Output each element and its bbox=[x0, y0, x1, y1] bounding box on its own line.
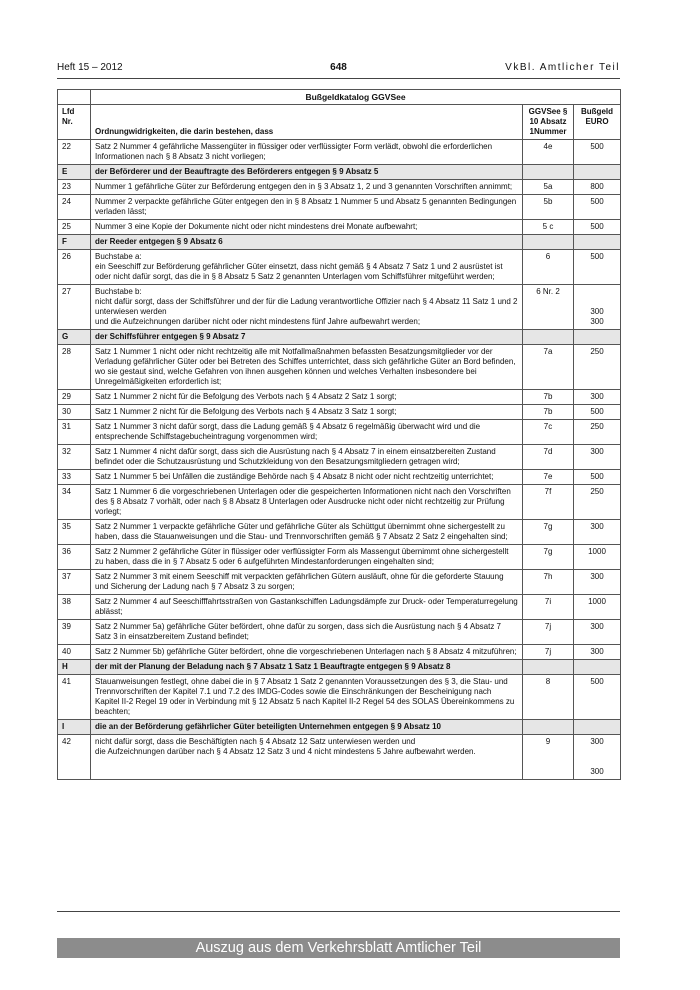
paragraph-code bbox=[523, 660, 574, 675]
publication-name: VkBl. Amtlicher Teil bbox=[505, 62, 620, 73]
row-number: 30 bbox=[58, 405, 91, 420]
fine-amount bbox=[574, 595, 621, 620]
section-row bbox=[58, 165, 621, 180]
description-line: der Reeder entgegen § 9 Absatz 6 bbox=[95, 237, 223, 246]
amount-line: 300 bbox=[590, 572, 604, 581]
section-row bbox=[58, 235, 621, 250]
fine-amount bbox=[574, 140, 621, 165]
fine-amount bbox=[574, 485, 621, 520]
section-row bbox=[58, 720, 621, 735]
description-line: Satz 1 Nummer 6 die vorgeschriebenen Unterlagen oder die gespeicherten Informationen nicht nach den Vorschriften des § 8 Absatz 7 vorhält, oder nach § 8 Absatz 8 Unterlagen oder Ausdrucke nicht oder nicht rechtzeitig zur Prüfung vorlegt; bbox=[95, 487, 511, 516]
fine-amount bbox=[574, 620, 621, 645]
row-description bbox=[91, 345, 523, 390]
description-line: Satz 1 Nummer 1 nicht oder nicht rechtzeitig alle mit Notfallmaßnahmen befassten Besatzungsmitglieder vor der Verladung gefährlicher Güter oder bei Betreten des Schiffes unterrichtet, dass sich gefährliche Güter an Bord befinden, wo sie gestaut sind, welche Gefahren von ihnen ausgehen können und welches Verhalten insbesondere bei Unregelmäßigkeiten erforderlich ist; bbox=[95, 347, 516, 386]
description-line: nicht dafür sorgt, dass der Schiffsführer und der für die Ladung verantwortliche Offizier nach § 4 Absatz 11 Satz 1 und 2 unterwiesen werden bbox=[95, 297, 518, 316]
row-number: 38 bbox=[58, 595, 91, 620]
description-line: Satz 1 Nummer 5 bei Unfällen die zuständige Behörde nach § 4 Absatz 8 nicht oder nicht rechtzeitig unterrichtet; bbox=[95, 472, 494, 481]
fine-amount bbox=[574, 420, 621, 445]
paragraph-code bbox=[523, 235, 574, 250]
row-description bbox=[91, 390, 523, 405]
paragraph-code: 5b bbox=[523, 195, 574, 220]
issue-number: Heft 15 – 2012 bbox=[57, 62, 123, 73]
paragraph-code: 7j bbox=[523, 645, 574, 660]
fine-amount bbox=[574, 220, 621, 235]
amount-line: 300 bbox=[590, 767, 604, 776]
row-number: 27 bbox=[58, 285, 91, 330]
amount-line: 1000 bbox=[588, 597, 606, 606]
row-number: 25 bbox=[58, 220, 91, 235]
amount-line: 300 bbox=[590, 317, 604, 326]
table-row bbox=[58, 545, 621, 570]
row-description bbox=[91, 285, 523, 330]
row-description bbox=[91, 140, 523, 165]
fine-amount bbox=[574, 735, 621, 780]
amount-line: 500 bbox=[590, 222, 604, 231]
column-header-lfd: Lfd Nr. bbox=[58, 105, 91, 140]
description-line: Satz 2 Nummer 2 gefährliche Güter in flüssiger oder verflüssigter Form als Massengut übernimmt ohne sichergestellt zu haben, dass die in § 7 Absatz 5 oder 6 aufgeführten Mindestanforderungen eingehalten sind; bbox=[95, 547, 509, 566]
row-number: 22 bbox=[58, 140, 91, 165]
row-description bbox=[91, 675, 523, 720]
fine-amount bbox=[574, 165, 621, 180]
row-number: E bbox=[58, 165, 91, 180]
row-number: 41 bbox=[58, 675, 91, 720]
fine-amount bbox=[574, 390, 621, 405]
row-description bbox=[91, 195, 523, 220]
table-row bbox=[58, 195, 621, 220]
row-number: G bbox=[58, 330, 91, 345]
empty-title-cell bbox=[58, 90, 91, 105]
paragraph-code: 8 bbox=[523, 675, 574, 720]
row-number: 39 bbox=[58, 620, 91, 645]
row-number: 40 bbox=[58, 645, 91, 660]
description-line: Satz 1 Nummer 2 nicht für die Befolgung des Verbots nach § 4 Absatz 3 Satz 1 sorgt; bbox=[95, 407, 397, 416]
column-header-code: GGVSee § 10 Absatz 1Nummer bbox=[523, 105, 574, 140]
table-row bbox=[58, 405, 621, 420]
amount-line: 300 bbox=[590, 392, 604, 401]
row-description bbox=[91, 645, 523, 660]
description-line: Buchstabe b: bbox=[95, 287, 142, 296]
description-line: ein Seeschiff zur Beförderung gefährlicher Güter einsetzt, dass nicht gemäß § 4 Absatz 7 Satz 1 und 2 ausrüstet ist oder nicht dafür sorgt, das die in § 8 Absatz 5 Satz 2 genannten Unterlagen vom Schiffsführer mitgeführt werden; bbox=[95, 262, 503, 281]
description-line: der mit der Planung der Beladung nach § 7 Absatz 1 Satz 1 Beauftragte entgegen § 9 Absatz 8 bbox=[95, 662, 451, 671]
row-number: 37 bbox=[58, 570, 91, 595]
fine-amount bbox=[574, 545, 621, 570]
amount-line bbox=[578, 297, 616, 307]
table-row bbox=[58, 595, 621, 620]
fine-catalog-table bbox=[57, 89, 621, 780]
column-header-text: Ordnungwidrigkeiten, die darin bestehen, dass bbox=[91, 105, 523, 140]
paragraph-code bbox=[523, 165, 574, 180]
fine-amount bbox=[574, 520, 621, 545]
row-description bbox=[91, 520, 523, 545]
row-description bbox=[91, 660, 523, 675]
row-description bbox=[91, 470, 523, 485]
row-description bbox=[91, 545, 523, 570]
row-description bbox=[91, 235, 523, 250]
paragraph-code: 7h bbox=[523, 570, 574, 595]
paragraph-code bbox=[523, 330, 574, 345]
fine-amount bbox=[574, 570, 621, 595]
row-description bbox=[91, 720, 523, 735]
table-row bbox=[58, 445, 621, 470]
row-description bbox=[91, 330, 523, 345]
table-body bbox=[58, 140, 621, 780]
row-number: 29 bbox=[58, 390, 91, 405]
amount-line: 500 bbox=[590, 252, 604, 261]
fine-amount bbox=[574, 675, 621, 720]
description-line: Satz 2 Nummer 5b) gefährliche Güter befördert, ohne die vorgeschriebenen Unterlagen nach § 8 Absatz 4 mitzuführen; bbox=[95, 647, 517, 656]
paragraph-code: 7e bbox=[523, 470, 574, 485]
fine-amount bbox=[574, 405, 621, 420]
paragraph-code: 7i bbox=[523, 595, 574, 620]
amount-line: 800 bbox=[590, 182, 604, 191]
row-number: H bbox=[58, 660, 91, 675]
row-description bbox=[91, 445, 523, 470]
paragraph-code: 7c bbox=[523, 420, 574, 445]
fine-amount bbox=[574, 445, 621, 470]
amount-line: 250 bbox=[590, 347, 604, 356]
paragraph-code: 5a bbox=[523, 180, 574, 195]
description-line: Nummer 1 gefährliche Güter zur Beförderung entgegen den in § 3 Absatz 1, 2 und 3 genannten Vorschriften annimmt; bbox=[95, 182, 513, 191]
description-line: der Schiffsführer entgegen § 9 Absatz 7 bbox=[95, 332, 246, 341]
table-row bbox=[58, 390, 621, 405]
table-title: Bußgeldkatalog GGVSee bbox=[91, 90, 621, 105]
amount-line: 500 bbox=[590, 142, 604, 151]
description-line: Satz 2 Nummer 5a) gefährliche Güter befördert, ohne dafür zu sorgen, dass sich die Ausrüstung nach § 4 Absatz 7 Satz 3 in einsatzbereitem Zustand befindet; bbox=[95, 622, 502, 641]
description-line: und die Aufzeichnungen darüber nicht oder nicht mindestens fünf Jahre aufbewahrt werden; bbox=[95, 317, 421, 326]
fine-amount bbox=[574, 250, 621, 285]
amount-line: 1000 bbox=[588, 547, 606, 556]
amount-line: 300 bbox=[590, 307, 604, 316]
row-description bbox=[91, 570, 523, 595]
row-description bbox=[91, 165, 523, 180]
row-description bbox=[91, 735, 523, 780]
description-line: Nummer 2 verpackte gefährliche Güter entgegen den in § 8 Absatz 1 Nummer 5 und Absatz 5 genannten Bedingungen verladen lässt; bbox=[95, 197, 517, 216]
description-line: Buchstabe a: bbox=[95, 252, 142, 261]
description-line: Satz 1 Nummer 2 nicht für die Befolgung des Verbots nach § 4 Absatz 2 Satz 1 sorgt; bbox=[95, 392, 397, 401]
amount-line: 300 bbox=[590, 622, 604, 631]
description-line: Satz 2 Nummer 4 auf Seeschifffahrtsstraßen von Gastankschiffen Ladungsdämpfe zur Druck- oder Temperaturregelung ablässt; bbox=[95, 597, 518, 616]
amount-line: 250 bbox=[590, 487, 604, 496]
header-divider bbox=[57, 78, 620, 79]
table-row bbox=[58, 520, 621, 545]
row-number: 34 bbox=[58, 485, 91, 520]
fine-amount bbox=[574, 195, 621, 220]
row-number: F bbox=[58, 235, 91, 250]
table-row bbox=[58, 420, 621, 445]
description-line: Stauanweisungen festlegt, ohne dabei die in § 7 Absatz 1 Satz 2 genannten Voraussetzungen des § 3, die Stau- und Trennvorschriften der Kapitel 7.1 und 7.2 des IMDG-Codes sowie die Einschränkungen der Bescheinigung nach Kapitel II-2 Regel 19 oder in Verbindung mit § 12 Absatz 5 nach Kapitel II-2 Regel 54 des SOLAS Übereinkommens zu beachten; bbox=[95, 677, 515, 716]
paragraph-code: 7j bbox=[523, 620, 574, 645]
amount-line: 250 bbox=[590, 422, 604, 431]
table-row bbox=[58, 180, 621, 195]
page-header bbox=[57, 62, 620, 76]
amount-line: 300 bbox=[590, 647, 604, 656]
amount-line bbox=[578, 757, 616, 767]
description-line: nicht dafür sorgt, dass die Beschäftigten nach § 4 Absatz 12 Satz unterwiesen werden und bbox=[95, 737, 416, 746]
paragraph-code: 7b bbox=[523, 390, 574, 405]
row-description bbox=[91, 220, 523, 235]
table-row bbox=[58, 285, 621, 330]
paragraph-code: 9 bbox=[523, 735, 574, 780]
description-line: Nummer 3 eine Kopie der Dokumente nicht oder nicht mindestens drei Monate aufbewahrt; bbox=[95, 222, 418, 231]
fine-amount bbox=[574, 180, 621, 195]
paragraph-code: 5 c bbox=[523, 220, 574, 235]
fine-amount bbox=[574, 720, 621, 735]
paragraph-code: 7b bbox=[523, 405, 574, 420]
row-number: 23 bbox=[58, 180, 91, 195]
table-row bbox=[58, 220, 621, 235]
paragraph-code: 7g bbox=[523, 520, 574, 545]
row-number: 36 bbox=[58, 545, 91, 570]
row-number: 26 bbox=[58, 250, 91, 285]
description-line: Satz 2 Nummer 3 mit einem Seeschiff mit verpackten gefährlichen Gütern ausläuft, ohne für die geforderte Stauung und Sicherung der Ladung nach § 7 Absatz 3 zu sorgen; bbox=[95, 572, 504, 591]
row-description bbox=[91, 405, 523, 420]
amount-line: 500 bbox=[590, 197, 604, 206]
row-description bbox=[91, 250, 523, 285]
row-description bbox=[91, 485, 523, 520]
section-row bbox=[58, 660, 621, 675]
row-number: I bbox=[58, 720, 91, 735]
amount-line: 500 bbox=[590, 677, 604, 686]
fine-amount bbox=[574, 645, 621, 660]
amount-line: 500 bbox=[590, 407, 604, 416]
amount-line: 300 bbox=[590, 522, 604, 531]
row-number: 35 bbox=[58, 520, 91, 545]
table-row bbox=[58, 250, 621, 285]
fine-amount bbox=[574, 285, 621, 330]
row-description bbox=[91, 620, 523, 645]
paragraph-code bbox=[523, 720, 574, 735]
row-description bbox=[91, 595, 523, 620]
description-line: die an der Beförderung gefährlicher Güter beteiligten Unternehmen entgegen § 9 Absatz 10 bbox=[95, 722, 441, 731]
paragraph-code: 6 Nr. 2 bbox=[523, 285, 574, 330]
table-row bbox=[58, 470, 621, 485]
description-line: Satz 1 Nummer 3 nicht dafür sorgt, dass die Ladung gemäß § 4 Absatz 6 regelmäßig überwacht wird und die entsprechende Schiffstagebucheintragung vorgenommen wird; bbox=[95, 422, 481, 441]
fine-amount bbox=[574, 470, 621, 485]
row-number: 28 bbox=[58, 345, 91, 390]
row-description bbox=[91, 180, 523, 195]
fine-amount bbox=[574, 330, 621, 345]
fine-amount bbox=[574, 235, 621, 250]
table-row bbox=[58, 735, 621, 780]
paragraph-code: 6 bbox=[523, 250, 574, 285]
description-line: Satz 2 Nummer 4 gefährliche Massengüter in flüssiger oder verflüssigter Form verlädt, obwohl die erforderlichen Informationen nach § 8 Absatz 3 nicht vorliegen; bbox=[95, 142, 493, 161]
paragraph-code: 4e bbox=[523, 140, 574, 165]
description-line: Satz 2 Nummer 1 verpackte gefährliche Güter und gefährliche Güter als Schüttgut übernimmt ohne sichergestellt zu haben, dass die Stauanweisungen und die Stau- und Trennvorschriften gemäß § 7 Absatz 2 Satz 2 eingehalten sind; bbox=[95, 522, 508, 541]
page-number: 648 bbox=[330, 62, 347, 73]
row-description bbox=[91, 420, 523, 445]
amount-line: 300 bbox=[590, 447, 604, 456]
table-row bbox=[58, 345, 621, 390]
column-header-amount: Bußgeld EURO bbox=[574, 105, 621, 140]
table-row bbox=[58, 570, 621, 595]
amount-line: 500 bbox=[590, 472, 604, 481]
footer-banner: Auszug aus dem Verkehrsblatt Amtlicher Teil bbox=[57, 938, 620, 958]
amount-line bbox=[578, 747, 616, 757]
table-row bbox=[58, 140, 621, 165]
paragraph-code: 7g bbox=[523, 545, 574, 570]
paragraph-code: 7f bbox=[523, 485, 574, 520]
description-line: die Aufzeichnungen darüber nach § 4 Absatz 12 Satz 3 und 4 nicht mindestens 5 Jahre aufbewahrt werden. bbox=[95, 747, 476, 756]
row-number: 24 bbox=[58, 195, 91, 220]
amount-line: 300 bbox=[590, 737, 604, 746]
table-row bbox=[58, 485, 621, 520]
fine-amount bbox=[574, 345, 621, 390]
paragraph-code: 7a bbox=[523, 345, 574, 390]
row-number: 32 bbox=[58, 445, 91, 470]
table-row bbox=[58, 620, 621, 645]
footer-divider bbox=[57, 911, 620, 912]
table-row bbox=[58, 645, 621, 660]
row-number: 31 bbox=[58, 420, 91, 445]
row-number: 42 bbox=[58, 735, 91, 780]
paragraph-code: 7d bbox=[523, 445, 574, 470]
row-number: 33 bbox=[58, 470, 91, 485]
amount-line bbox=[578, 287, 616, 297]
section-row bbox=[58, 330, 621, 345]
table-row bbox=[58, 675, 621, 720]
description-line: der Beförderer und der Beauftragte des Beförderers entgegen § 9 Absatz 5 bbox=[95, 167, 379, 176]
fine-amount bbox=[574, 660, 621, 675]
description-line: Satz 1 Nummer 4 nicht dafür sorgt, dass sich die Ausrüstung nach § 4 Absatz 7 in einem einsatzbereiten Zustand befindet oder die Schutzausrüstung und Schutzkleidung von den Besatzungsmitgliedern getragen wird; bbox=[95, 447, 496, 466]
